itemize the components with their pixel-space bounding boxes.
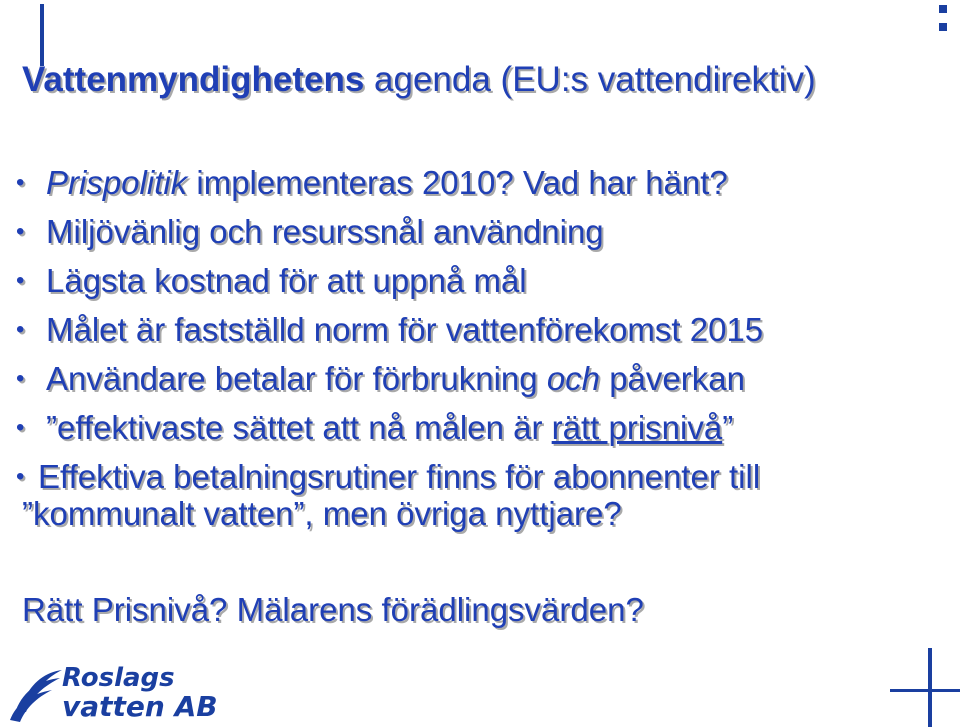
bullet-continuation: ”kommunalt vatten”, men övriga nyttjare? (22, 495, 622, 532)
bottom-question: Rätt Prisnivå? Mälarens förädlingsvärden? (22, 591, 644, 628)
bullet-text: Lägsta kostnad för att uppnå mål (46, 262, 527, 299)
top-right-square-2 (939, 23, 947, 31)
bullet-item (16, 354, 763, 403)
bullet-dot: • (16, 169, 25, 196)
logo-line-2: vatten AB (62, 690, 218, 723)
company-logo (6, 660, 218, 727)
bullet-italic: Prispolitik (46, 164, 188, 201)
bullet-text: implementeras 2010? Vad har hänt? (187, 164, 728, 201)
bullet-dot: • (16, 267, 25, 294)
bullet-dot: • (16, 365, 25, 392)
bullet-italic: och (546, 360, 601, 397)
bottom-right-horizontal-rule (890, 689, 960, 692)
bullet-item (16, 256, 763, 305)
bullet-dot: • (16, 414, 25, 441)
bullet-text: Målet är fastställd norm för vattenförekomst 2015 (46, 311, 764, 348)
bullet-dot: • (16, 218, 25, 245)
bullet-list (16, 158, 763, 501)
bullet-text: Effektiva betalningsrutiner finns för abonnenter till (38, 458, 761, 495)
title-rest: agenda (EU:s vattendirektiv) (364, 60, 816, 99)
top-left-vertical-rule (40, 4, 44, 66)
logo-line-1: Roslags (62, 663, 175, 693)
bottom-right-vertical-rule (928, 648, 932, 727)
bullet-item (16, 305, 763, 354)
bullet-dot: • (16, 463, 25, 490)
bullet-underlined: rätt prisnivå (551, 409, 723, 446)
top-right-square-1 (939, 5, 947, 13)
bullet-text: ”effektivaste sättet att nå målen är (46, 409, 552, 446)
water-wave-icon (6, 660, 64, 727)
bullet-text: Miljövänlig och resurssnål användning (46, 213, 604, 250)
bullet-item (16, 158, 763, 207)
bullet-item (16, 403, 763, 452)
bullet-text: Användare betalar för förbrukning (46, 360, 547, 397)
bullet-item (16, 207, 763, 256)
bullet-text-after: ” (722, 409, 734, 446)
slide-title (22, 60, 816, 100)
bullet-text-after: påverkan (600, 360, 745, 397)
title-bold: Vattenmyndighetens (22, 60, 365, 99)
bullet-dot: • (16, 316, 25, 343)
